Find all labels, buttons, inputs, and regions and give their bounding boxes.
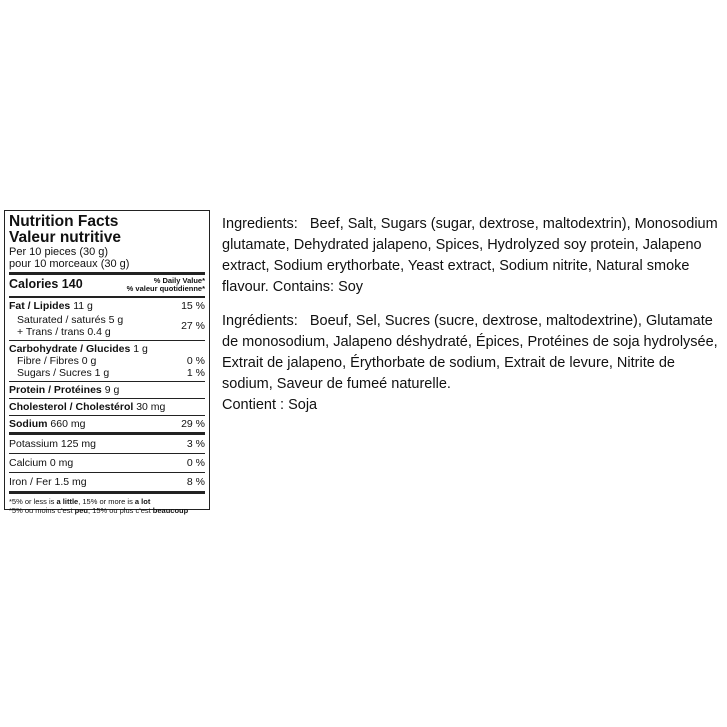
potassium-label: Potassium 125 mg: [9, 438, 96, 450]
footnote-en-text: *5% or less is: [9, 497, 57, 506]
sugars-label: Sugars / Sucres 1 g: [17, 367, 110, 379]
fibre-percent: 0 %: [186, 355, 205, 367]
footnote-fr: [9, 506, 205, 515]
ingredients-text-fr: Boeuf, Sel, Sucres (sucre, dextrose, maltodextrine), Glutamate de monosodium, Jalapeno déshydraté, Épices, Protéines de soja hydrolysée, Extrait de jalapeno, Érythorbate de sodium, Extrait de levure, Nitrite de sodium, Saveur de fumeé naturelle.: [222, 313, 722, 392]
footnote-fr-peu: peu: [74, 506, 88, 515]
nutrition-title-en: Nutrition Facts: [9, 213, 119, 230]
iron-label: Iron / Fer 1.5 mg: [9, 476, 87, 488]
sodium-percent: 29 %: [181, 418, 205, 430]
footnote-en-lot: a lot: [134, 497, 151, 506]
ingredients-text-en: Beef, Salt, Sugars (sugar, dextrose, maltodextrin), Monosodium glutamate, Dehydrated jalapeno, Spices, Hydrolyzed soy protein, Jalapeno extract, Sodium erythorbate, Yeast extract, Sodium nitrite, Natural smoke flavour. Contains: Soy: [222, 216, 722, 295]
footnote-fr-beaucoup: beaucoup: [152, 506, 189, 515]
contains-fr: Contient : Soja: [222, 397, 318, 413]
ingredients-french: [222, 311, 722, 416]
divider: [9, 296, 205, 298]
cholesterol-label: Cholesterol / Cholestérol: [9, 401, 134, 413]
footnote-fr-text: *5% ou moins c'est: [9, 506, 75, 515]
ingredients-heading-en: Ingredients:: [222, 216, 298, 232]
dv-header-en: % Daily Value*: [153, 276, 205, 285]
potassium-percent: 3 %: [186, 438, 205, 450]
fat-row: [9, 300, 205, 312]
cholesterol-amount: 30 mg: [136, 401, 166, 413]
protein-amount: 9 g: [104, 384, 120, 396]
footnote-fr-text-2: , 15% ou plus c'est: [87, 506, 153, 515]
footnote-en-text-2: , 15% or more is: [78, 497, 135, 506]
iron-row: [9, 476, 205, 488]
sugars-percent: 1 %: [186, 367, 205, 379]
carb-amount: 1 g: [133, 343, 148, 355]
fibre-row: [9, 355, 205, 367]
nutrition-title-fr: Valeur nutritive: [9, 229, 121, 246]
fat-percent: 15 %: [181, 300, 205, 312]
divider: [9, 340, 205, 341]
carbohydrate-row: [9, 343, 205, 355]
dv-header-fr: % valeur quotidienne*: [126, 284, 205, 293]
trans-row: [9, 321, 205, 338]
nutrition-facts-panel: [4, 210, 210, 515]
ingredients-heading-fr: Ingrédients:: [222, 313, 298, 329]
divider: [9, 398, 205, 399]
calories-row: [9, 277, 205, 293]
calcium-percent: 0 %: [186, 457, 205, 469]
calcium-label: Calcium 0 mg: [9, 457, 74, 469]
daily-value-header: [127, 277, 205, 293]
sodium-amount: 660 mg: [50, 418, 86, 430]
protein-label: Protein / Protéines: [9, 384, 102, 396]
fibre-label: Fibre / Fibres 0 g: [17, 355, 97, 367]
serving-size-fr: pour 10 morceaux (30 g): [9, 258, 130, 270]
calcium-row: [9, 457, 205, 469]
footnote: [9, 494, 205, 515]
sat-trans-percent: 27 %: [181, 320, 205, 332]
divider: [9, 472, 205, 473]
footnote-en: [9, 497, 205, 506]
potassium-row: [9, 438, 205, 450]
fat-label: Fat / Lipides: [9, 300, 71, 312]
divider: [9, 381, 205, 382]
divider: [9, 415, 205, 416]
divider: [9, 453, 205, 454]
serving-size-en: Per 10 pieces (30 g): [9, 246, 109, 258]
sodium-row: [9, 418, 205, 430]
iron-percent: 8 %: [186, 476, 205, 488]
footnote-en-little: a little: [56, 497, 79, 506]
cholesterol-row: [9, 401, 205, 413]
saturated-label: Saturated / saturés 5 g: [17, 314, 124, 326]
fat-amount: 11 g: [73, 300, 93, 312]
divider: [9, 272, 205, 275]
trans-label: + Trans / trans 0.4 g: [17, 326, 111, 338]
divider: [9, 432, 205, 435]
carb-label: Carbohydrate / Glucides: [9, 343, 131, 355]
sugars-row: [9, 367, 205, 379]
sodium-label: Sodium: [9, 418, 48, 430]
calories-value: Calories 140: [9, 277, 83, 291]
ingredients-english: [222, 214, 722, 298]
protein-row: [9, 384, 205, 396]
